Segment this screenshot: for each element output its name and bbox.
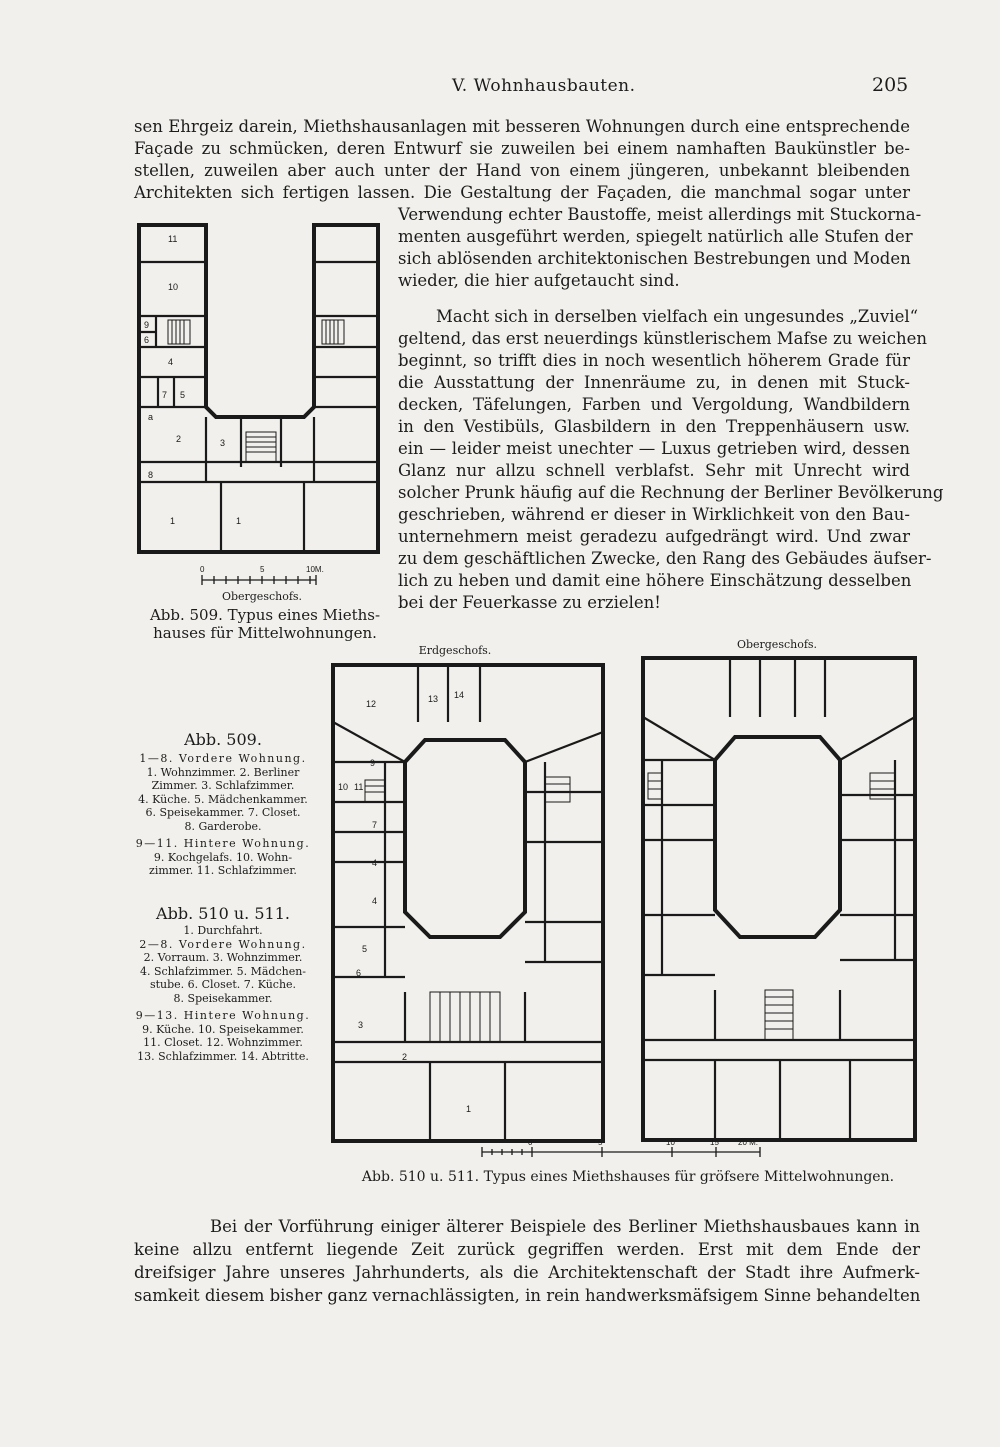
scale-label: 0 — [200, 565, 205, 574]
text-line: geltend, das erst neuerdings künstlerischem Mafse zu weichen — [398, 329, 928, 348]
right-paragraph-2 — [398, 306, 944, 614]
text-line: menten ausgeführt werden, spiegelt natürlich alle Stufen der — [398, 227, 913, 246]
room-label: a — [148, 412, 154, 422]
fig509-floor-plan — [136, 222, 382, 556]
running-header — [0, 72, 1000, 102]
text-line: dreifsiger Jahre unseres Jahrhunderts, als die Architektenschaft der Stadt ihre Aufmerk- — [134, 1263, 920, 1282]
room-label: 10 — [168, 282, 179, 292]
legend-line: 4. Schlafzimmer. 5. Mädchen- — [139, 964, 307, 978]
legend-509 — [134, 752, 312, 878]
text-line: beginnt, so trifft dies in noch wesentlich höherem Grade für — [398, 351, 910, 370]
room-label: 4 — [372, 858, 378, 868]
text-line: solcher Prunk häufig auf die Rechnung der Berliner Bevölkerung — [398, 483, 944, 502]
fig511-floor-plan — [640, 655, 918, 1143]
legend-line: 9—13. Hintere Wohnung. — [135, 1009, 311, 1022]
room-label: 4 — [168, 357, 174, 367]
scale-label: 15 — [710, 1138, 719, 1147]
scale-label: 10M. — [306, 565, 324, 574]
fig509-floor-label: Obergeschofs. — [221, 590, 303, 603]
scale-label: 0 — [528, 1138, 533, 1147]
room-label: 11 — [168, 234, 178, 244]
legend-line: 6. Speisekammer. 7. Closet. — [145, 806, 301, 819]
room-label: 7 — [162, 390, 168, 400]
scale-label: 20 M. — [738, 1138, 759, 1147]
text-line: stellen, zuweilen aber auch unter der Hand von einem jüngeren, unbekannt bleibenden — [134, 161, 910, 180]
legend-line: 8. Garderobe. — [184, 819, 262, 833]
fig510-floor-plan — [330, 662, 606, 1144]
text-line: wieder, die hier aufgetaucht sind. — [398, 271, 680, 290]
text-line: keine allzu entfernt liegende Zeit zurück gegriffen werden. Erst mit dem Ende der — [134, 1240, 920, 1259]
text-line: Bei der Vorführung einiger älterer Beispiele des Berliner Miethshausbaues kann in — [210, 1217, 920, 1236]
legend-510 — [134, 924, 312, 1063]
room-label: 1 — [170, 516, 176, 526]
fig511-floor-label: Obergeschofs. — [736, 638, 818, 651]
legend-line: 13. Schlafzimmer. 14. Abtritte. — [137, 1049, 309, 1063]
legend-line: 2. Vorraum. 3. Wohnzimmer. — [143, 951, 303, 964]
legend-line: stube. 6. Closet. 7. Küche. — [149, 978, 297, 991]
room-label: 2 — [176, 434, 182, 444]
room-label: 5 — [180, 390, 186, 400]
text-line: samkeit diesem bisher ganz vernachlässigten, in rein handwerksmäfsigem Sinne behandelten — [134, 1286, 921, 1305]
scale-label: 5 — [598, 1138, 603, 1147]
text-line: die Ausstattung der Innenräume zu, in denen mit Stuck- — [398, 373, 910, 392]
text-line: decken, Täfelungen, Farben und Vergoldung, Wandbildern — [398, 395, 910, 414]
room-label: 9 — [370, 758, 376, 768]
legend-line: 9. Küche. 10. Speisekammer. — [142, 1022, 304, 1036]
fig510-scale-bar — [476, 1136, 776, 1160]
room-label: 2 — [402, 1052, 408, 1062]
room-label: 1 — [466, 1104, 472, 1114]
room-label: 1 — [236, 516, 242, 526]
room-label: 10 — [338, 782, 349, 792]
legend-line: Zimmer. 3. Schlafzimmer. — [151, 779, 295, 792]
text-line: Glanz nur allzu schnell verblafst. Sehr mit Unrecht wird — [398, 461, 910, 480]
top-paragraph — [134, 116, 910, 204]
room-label: 3 — [358, 1020, 364, 1030]
legend-line: 9—11. Hintere Wohnung. — [135, 837, 311, 850]
room-label: 8 — [148, 470, 154, 480]
legend-line: 4. Küche. 5. Mädchenkammer. — [138, 792, 308, 806]
legend-line: zimmer. 11. Schlafzimmer. — [149, 864, 297, 877]
fig510-caption: Abb. 510 u. 511. Typus eines Miethshauses für gröfsere Mittelwohnungen. — [361, 1169, 895, 1185]
caption-line: Abb. 509. Typus eines Mieths- — [149, 606, 381, 624]
text-line: Macht sich in derselben vielfach ein ungesundes „Zuviel“ — [436, 307, 919, 326]
room-label: 5 — [362, 944, 368, 954]
legend-line: 9. Kochgelafs. 10. Wohn- — [153, 850, 293, 864]
legend-line: 2—8. Vordere Wohnung. — [139, 937, 307, 951]
right-paragraph-1 — [398, 204, 922, 292]
legend-line: 1. Wohnzimmer. 2. Berliner — [146, 765, 300, 779]
room-label: 6 — [144, 335, 150, 345]
legend-line: 1. Durchfahrt. — [183, 924, 263, 937]
fig510-floor-label: Erdgeschofs. — [418, 644, 492, 657]
room-label: 4 — [372, 896, 378, 906]
fig509-scale-bar — [198, 564, 328, 588]
text-line: unternehmern meist geradezu aufgedrängt wird. Und zwar — [398, 527, 910, 546]
scale-label: 10 — [666, 1138, 675, 1147]
text-line: Architekten sich fertigen lassen. Die Gestaltung der Façaden, die manchmal sogar unter — [134, 183, 910, 202]
text-line: Verwendung echter Baustoffe, meist allerdings mit Stuckorna- — [398, 205, 922, 224]
room-label: 9 — [144, 320, 150, 330]
text-line: lich zu heben und damit eine höhere Einschätzung desselben — [398, 571, 912, 590]
chapter-title: V. Wohnhausbauten. — [452, 76, 636, 96]
text-line: in den Vestibüls, Glasbildern in den Treppenhäusern usw. — [398, 417, 910, 436]
text-line: sen Ehrgeiz darein, Miethshausanlagen mit besseren Wohnungen durch eine entsprechende — [134, 117, 910, 136]
room-label: 7 — [372, 820, 378, 830]
text-line: Façade zu schmücken, deren Entwurf sie zuweilen bei einem namhaften Baukünstler be- — [134, 139, 910, 158]
room-label: 13 — [428, 694, 439, 704]
room-label: 11 — [354, 782, 364, 792]
text-line: ein — leider meist unechter — Luxus getrieben wird, dessen — [398, 439, 910, 458]
text-line: sich ablösenden architektonischen Bestrebungen und Moden — [398, 249, 911, 268]
page-number: 205 — [872, 74, 909, 96]
legend-510-title: Abb. 510 u. 511. — [156, 904, 290, 923]
legend-line: 1—8. Vordere Wohnung. — [139, 752, 307, 765]
room-label: 14 — [454, 690, 465, 700]
text-line: zu dem geschäftlichen Zwecke, den Rang des Gebäudes äufser- — [398, 549, 932, 568]
room-label: 6 — [356, 968, 362, 978]
legend-line: 11. Closet. 12. Wohnzimmer. — [143, 1036, 303, 1049]
text-line: bei der Feuerkasse zu erzielen! — [398, 593, 661, 612]
text-line: geschrieben, während er dieser in Wirklichkeit von den Bau- — [398, 505, 910, 524]
fig509-caption — [140, 606, 390, 642]
scale-label: 5 — [260, 565, 265, 574]
legend-509-title: Abb. 509. — [184, 730, 262, 749]
room-label: 12 — [366, 699, 377, 709]
caption-line: hauses für Mittelwohnungen. — [153, 624, 377, 642]
room-label: 3 — [220, 438, 226, 448]
legend-line: 8. Speisekammer. — [173, 991, 273, 1005]
bottom-paragraph — [134, 1216, 920, 1308]
